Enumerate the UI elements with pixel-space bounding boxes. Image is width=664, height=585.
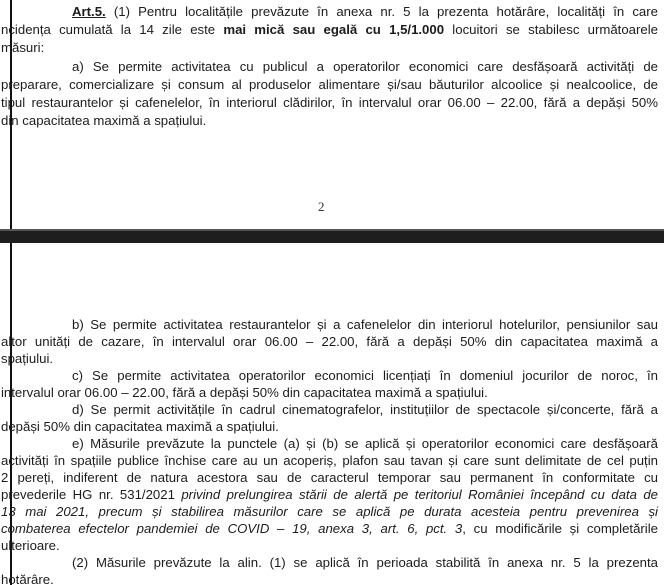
paragraph-line: ncidența cumulată la 14 zile este mai mică sau egală cu 1,5/1.000 locuitori se stabilesc următoarele bbox=[1, 22, 659, 37]
paragraph-line: e) Măsurile prevăzute la punctele (a) și (b) se aplică și operatorilor economici care desfășoară bbox=[72, 436, 658, 451]
paragraph-line: măsuri: bbox=[1, 40, 45, 55]
paragraph-line bbox=[0, 504, 664, 520]
paragraph-line: d) Se permit activitățile în cadrul cinematografelor, instituțiilor de spectacole și/concerte, fără a bbox=[72, 402, 658, 417]
paragraph-line: a) Se permite activitatea cu publicul a operatorilor economici care desfășoară activități de bbox=[72, 59, 658, 74]
document-page-1 bbox=[0, 0, 664, 229]
paragraph-line: ulterioare. bbox=[1, 538, 60, 553]
document-page-2 bbox=[0, 243, 664, 585]
bold-threshold: mai mică sau egală cu 1,5/1.000 bbox=[223, 22, 445, 37]
paragraph-line: Art.5. (1) Pentru localitățile prevăzute în anexa nr. 5 la prezenta hotărâre, localități în care bbox=[72, 4, 658, 19]
page-number: 2 bbox=[318, 199, 325, 214]
paragraph-line: spațiului. bbox=[1, 351, 54, 366]
paragraph-line: tipul restaurantelor și cafenelelor, în interiorul clădirilor, în intervalul orar 06.00 – 22.00, fără a depăși 50% bbox=[1, 95, 658, 110]
article-heading: Art.5. bbox=[72, 4, 106, 19]
paragraph-line: din capacitatea maximă a spațiului. bbox=[1, 113, 207, 128]
italic-citation: privind prelungirea stării de alertă pe teritoriul României începând cu data de bbox=[181, 487, 658, 502]
paragraph-line: 2 pereți, indiferent de natura acestora sau de caracterul temporar sau permanent în conformitate cu bbox=[1, 470, 658, 485]
paragraph-line: intervalul orar 06.00 – 22.00, fără a depăși 50% din capacitatea maximă a spațiului. bbox=[1, 385, 488, 400]
paragraph-line: prevederile HG nr. 531/2021 privind prelungirea stării de alertă pe teritoriul României începând cu data de bbox=[1, 487, 658, 502]
paragraph-line: combaterea efectelor pandemiei de COVID – 19, anexa 3, art. 6, pct. 3, cu modificările și completările bbox=[1, 521, 658, 536]
italic-citation: 13 mai 2021, precum și stabilirea măsurilor care se aplică pe durata acesteia pentru prevenirea și bbox=[1, 504, 658, 519]
paragraph-line: hotărâre. bbox=[1, 572, 54, 585]
paragraph-line: b) Se permite activitatea restaurantelor și a cafenelelor din interiorul hotelurilor, pensiunilor sau bbox=[72, 317, 658, 332]
paragraph-line: altor unități de cazare, în intervalul orar 06.00 – 22.00, fără a depăși 50% din capacitatea maximă a bbox=[1, 334, 658, 349]
italic-citation: combaterea efectelor pandemiei de COVID – 19, anexa 3, art. 6, pct. 3 bbox=[1, 521, 463, 536]
page-separator bbox=[0, 229, 664, 243]
paragraph-line: (2) Măsurile prevăzute la alin. (1) se aplică în perioada stabilită în anexa nr. 5 la prezenta bbox=[72, 555, 658, 570]
paragraph-line: preparare, comercializare și consum al produselor alimentare și/sau băuturilor alcoolice și nealcoolice, de bbox=[1, 77, 658, 92]
paragraph-line: depăși 50% din capacitatea maximă a spațiului. bbox=[1, 419, 279, 434]
paragraph-line: activități în spațiile publice închise care au un acoperiș, plafon sau tavan și care sunt delimitate de cel puțin bbox=[1, 453, 658, 468]
paragraph-line: c) Se permite activitatea operatorilor economici licențiați în domeniul jocurilor de noroc, în bbox=[72, 368, 658, 383]
